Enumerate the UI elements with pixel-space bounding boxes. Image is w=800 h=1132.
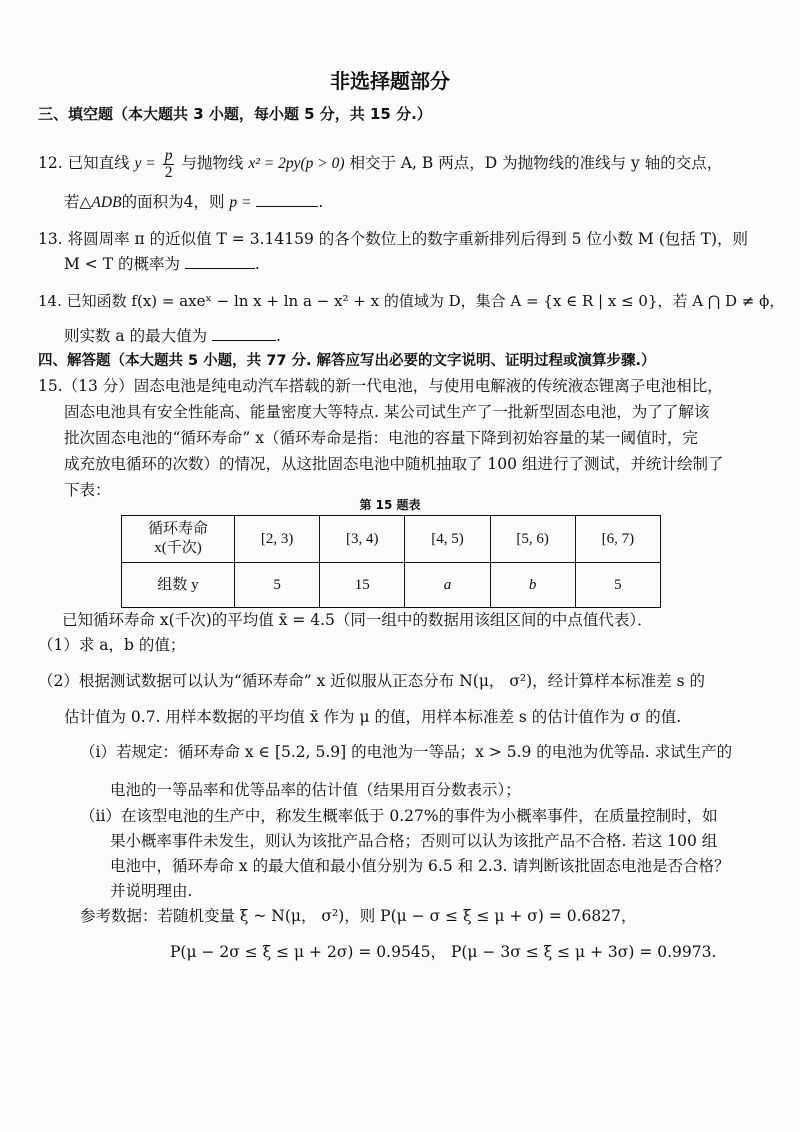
section-4-header: 四、解答题（本大题共 5 小题，共 77 分. 解答应写出必要的文字说明、证明过程或演算步骤.）: [38, 353, 656, 369]
question-15-mean-statement: 已知循环寿命 x(千次)的平均值 x̄ = 4.5（同一组中的数据用该组区间的中点值代表）．: [62, 611, 653, 629]
reference-data-line2: P(μ − 2σ ≤ ξ ≤ μ + 2σ) = 0.9545， P(μ − 3σ ≤ ξ ≤ μ + 3σ) = 0.9973.: [170, 943, 717, 961]
question-12-line2: 若△ADB的面积为4，则 p = .: [64, 193, 324, 211]
question-15-sub-i-line1: （i）若规定：循环寿命 x ∈ [5.2, 5.9] 的电池为一等品；x > 5.9 的电池为优等品. 求试生产的: [80, 743, 733, 761]
question-15-intro-line4: 成充放电循环的次数）的情况，从这批固态电池中随机抽取了 100 组进行了测试，并统计绘制了: [64, 455, 724, 473]
question-15-sub-ii-line2: 果小概率事件未发生，则认为该批产品合格；否则可以认为该批产品不合格. 若这 100 组: [110, 832, 718, 850]
question-15-part-2-line1: （2）根据测试数据可以认为“循环寿命” x 近似服从正态分布 N(μ， σ²)，经计算样本标准差 s 的: [38, 672, 705, 690]
question-15-intro-line1: 15.（13 分）固态电池是纯电动汽车搭载的新一代电池，与使用电解液的传统液态锂离子电池相比，: [38, 377, 723, 395]
answer-blank-14: [212, 326, 276, 341]
table-cell-count: a: [405, 563, 490, 608]
question-15-sub-i-line2: 电池的一等品率和优等品率的估计值（结果用百分数表示）；: [110, 781, 521, 799]
question-15-sub-ii-line4: 并说明理由.: [110, 882, 193, 900]
question-13-line1: 13. 将圆周率 π 的近似值 T = 3.14159 的各个数位上的数字重新排列后得到 5 位小数 M (包括 T)，则: [38, 230, 749, 248]
table-row-intervals: [122, 516, 661, 563]
fraction-p-over-2: $\frac{p}{2}$: [164, 146, 173, 181]
table-cell-interval: [5, 6): [490, 516, 575, 563]
cycle-life-table: [121, 515, 661, 608]
question-15-intro-line2: 固态电池具有安全性能高、能量密度大等特点. 某公司试生产了一批新型固态电池，为了了解该: [64, 403, 710, 421]
table-cell-count: b: [490, 563, 575, 608]
table-header-cycle-life: 循环寿命 x(千次): [122, 516, 235, 563]
answer-blank-13: [185, 254, 255, 269]
reference-data-line1: 参考数据：若随机变量 ξ ~ N(μ， σ²)，则 P(μ − σ ≤ ξ ≤ μ + σ) = 0.6827，: [80, 907, 637, 925]
question-12-line1: 12. 已知直线 y = $\frac{p}{2}$ 与抛物线 x² = 2py(p > 0) 相交于 A, B 两点，D 为抛物线的准线与 y 轴的交点，: [38, 146, 723, 181]
table-cell-interval: [3, 4): [320, 516, 405, 563]
table-cell-count: 15: [320, 563, 405, 608]
question-15-sub-ii-line1: （ii）在该型电池的生产中，称发生概率低于 0.27%的事件为小概率事件，在质量控制时，如: [80, 807, 718, 825]
page-title: 非选择题部分: [330, 69, 450, 93]
answer-blank-12: [256, 192, 318, 207]
question-14-line2: 则实数 a 的最大值为 .: [64, 327, 281, 345]
table-cell-count: 5: [235, 563, 320, 608]
question-14-line1: 14. 已知函数 f(x) = axeˣ − ln x + ln a − x² + x 的值域为 D，集合 A = {x ∈ R | x ≤ 0}，若 A ⋂ D ≠ ϕ，: [38, 292, 785, 310]
table-caption: 第 15 题表: [359, 498, 421, 512]
table-cell-interval: [2, 3): [235, 516, 320, 563]
question-15-part-2-line2: 估计值为 0.7. 用样本数据的平均值 x̄ 作为 μ 的值，用样本标准差 s 的估计值作为 σ 的值.: [64, 708, 682, 726]
question-15-sub-ii-line3: 电池中，循环寿命 x 的最大值和最小值分别为 6.5 和 2.3. 请判断该批固态电池是否合格？: [110, 857, 730, 875]
section-3-header: 三、填空题（本大题共 3 小题，每小题 5 分，共 15 分.）: [38, 105, 432, 123]
question-13-line2: M < T 的概率为 .: [64, 255, 260, 273]
table-header-count: 组数 y: [122, 563, 235, 608]
table-cell-interval: [6, 7): [575, 516, 660, 563]
question-15-intro-line3: 批次固态电池的“循环寿命” x（循环寿命是指：电池的容量下降到初始容量的某一阈值时，完: [64, 429, 699, 447]
question-15-intro-line5: 下表：: [64, 481, 111, 499]
table-cell-interval: [4, 5): [405, 516, 490, 563]
table-row-counts: [122, 563, 661, 608]
table-cell-count: 5: [575, 563, 660, 608]
question-15-part-1: （1）求 a，b 的值；: [38, 636, 186, 654]
